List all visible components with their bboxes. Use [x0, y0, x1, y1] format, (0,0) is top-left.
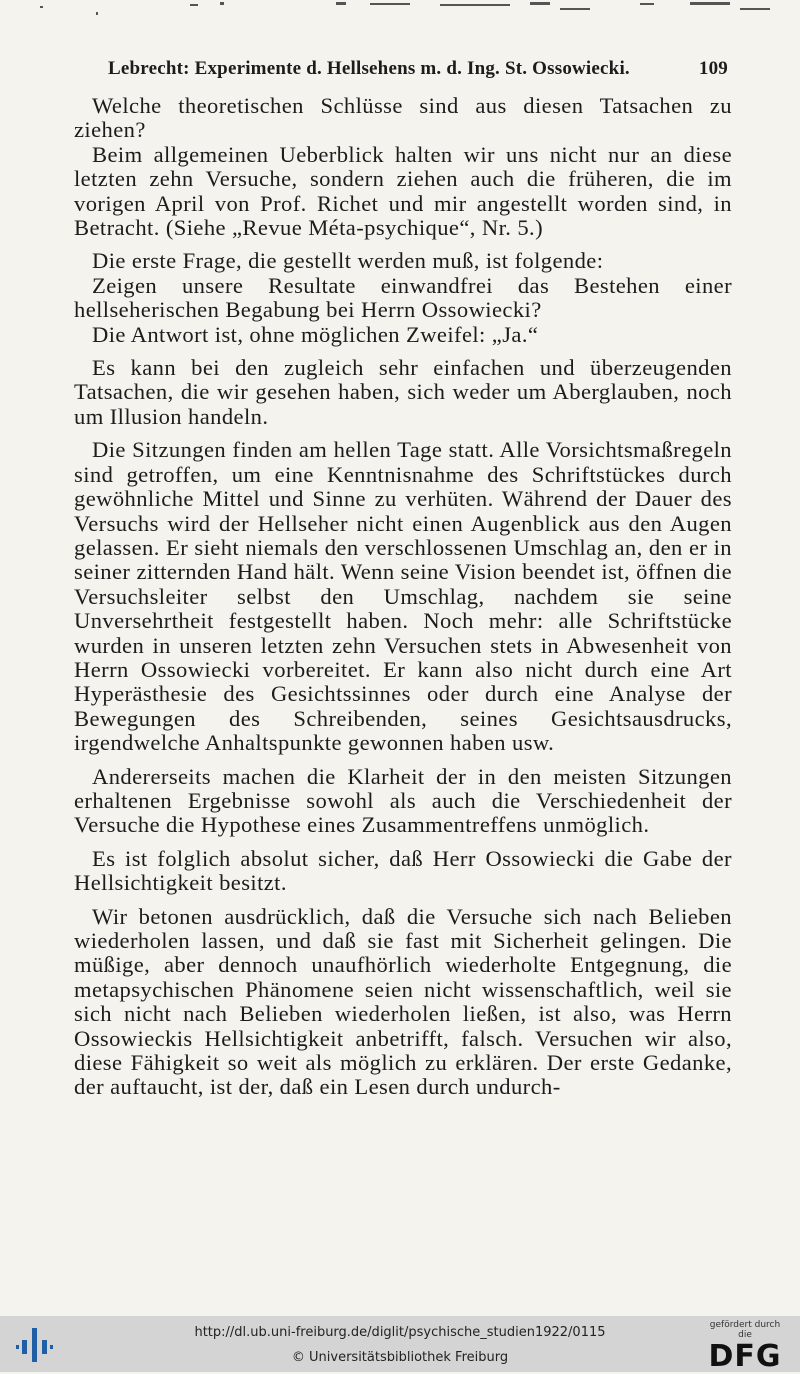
copyright-notice: © Universitätsbibliothek Freiburg: [291, 1350, 509, 1365]
paragraph: Es ist folglich absolut sicher, daß Herr Ossowiecki die Gabe der Hellsichtigkeit besitzt.: [74, 845, 732, 896]
running-header: [108, 58, 728, 80]
viewer-footer: [0, 1316, 800, 1372]
page-number: 109: [698, 58, 728, 79]
paragraph: Beim allgemeinen Ueberblick halten wir uns nicht nur an diese letzten zehn Versuche, sondern ziehen auch die früheren, die im vorigen April von Prof. Richet und mir angestellt worden sind, in Betracht. (Siehe „Revue Méta-psychique“, Nr. 5.): [74, 141, 732, 241]
paragraph: Die erste Frage, die gestellt werden muß, ist folgende:: [92, 248, 604, 274]
paragraph: Die Sitzungen finden am hellen Tage statt. Alle Vorsichtsmaßregeln sind getroffen, um eine Kenntnisnahme des Schriftstückes durch gewöhnliche Mittel und Sinne zu verhüten. Während der Dauer des Versuchs wird der Hellseher nicht einen Augenblick aus den Augen gelassen. Er sieht niemals den verschlossenen Umschlag an, den er in seiner zitternden Hand hält. Wenn seine Vision beendet ist, öffnen die Versuchsleiter selbst den Umschlag, nachdem sie seine Unversehrtheit festgestellt haben. Noch mehr: alle Schriftstücke wurden in unseren letzten zehn Versuchen stets in Abwesenheit von Herrn Ossowiecki vorbereitet. Er kann also nicht durch eine Art Hyperästhesie des Gesichtssinnes oder durch eine Analyse der Bewegungen des Schreibenden, seines Gesichtsausdrucks, irgendwelche Anhaltspunkte gewonnen haben usw.: [74, 437, 732, 756]
paragraph: Welche theoretischen Schlüsse sind aus diesen Tatsachen zu ziehen?: [74, 93, 732, 143]
scan-noise-artifacts: [40, 0, 780, 20]
dfg-logo-icon: DFG: [708, 1339, 782, 1374]
running-title: Lebrecht: Experimente d. Hellsehens m. d. Ing. St. Ossowiecki.: [108, 58, 630, 79]
paragraph: Es kann bei den zugleich sehr einfachen und überzeugenden Tatsachen, die wir gesehen haben, sich weder um Aberglauben, noch um Illusion handeln.: [74, 355, 732, 429]
paragraph: Zeigen unsere Resultate einwandfrei das Bestehen einer hellseherischen Begabung bei Herrn Ossowiecki?: [74, 272, 732, 323]
funder-label: gefördert durch die: [709, 1320, 781, 1340]
permalink-url[interactable]: http://dl.ub.uni-freiburg.de/diglit/psychische_studien1922/0115: [194, 1325, 606, 1340]
body-text: [74, 94, 732, 1109]
funder-logo[interactable]: [702, 1320, 788, 1374]
paragraph: Die Antwort ist, ohne möglichen Zweifel: „Ja.“: [92, 321, 539, 347]
paragraph: Wir betonen ausdrücklich, daß die Versuche sich nach Belieben wiederholen lassen, und daß sie fast mit Sicherheit gelingen. Die müßige, aber dennoch unaufhörlich wiederholte Entgegnung, die metapsychischen Phänomene seien nicht wissenschaftlich, weil sie sich nicht nach Belieben wiederholen ließen, ist also, was Herrn Ossowieckis Hellsichtigkeit anbetrifft, falsch. Versuchen wir also, diese Fähigkeit so weit als möglich zu erklären. Der erste Gedanke, der auftaucht, ist der, daß ein Lesen durch undurch-: [74, 903, 732, 1100]
paragraph: Andererseits machen die Klarheit der in den meisten Sitzungen erhaltenen Ergebnisse sowohl als auch die Verschiedenheit der Versuche die Hypothese eines Zusammentreffens unmöglich.: [74, 763, 732, 838]
